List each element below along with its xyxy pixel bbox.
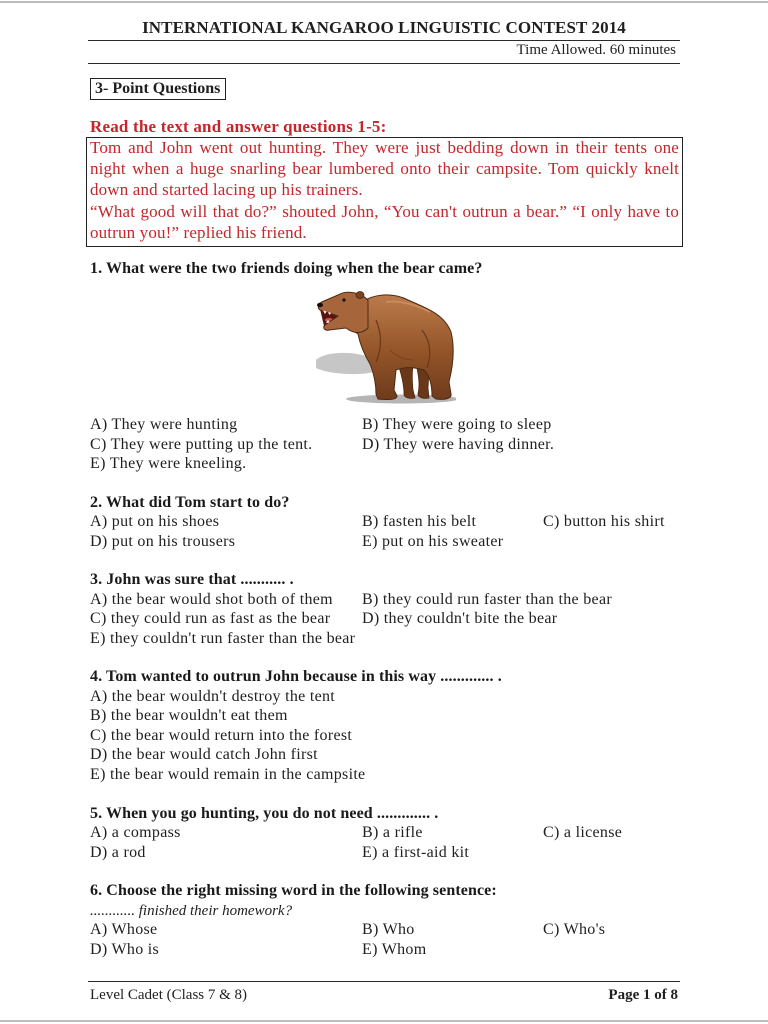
q1-option-a: A) They were hunting bbox=[90, 416, 238, 433]
section-label-box bbox=[90, 78, 226, 100]
q1-option-d: D) They were having dinner. bbox=[362, 436, 555, 453]
q5-option-a: A) a compass bbox=[90, 824, 181, 841]
q2-option-e: E) put on his sweater bbox=[362, 533, 504, 550]
q6-option-e: E) Whom bbox=[362, 941, 427, 958]
q3-option-a: A) the bear would shot both of them bbox=[90, 591, 333, 608]
q4-option-c: C) the bear would return into the forest bbox=[90, 727, 353, 744]
q4-option-b: B) the bear wouldn't eat them bbox=[90, 707, 288, 724]
time-allowed: Time Allowed. 60 minutes bbox=[516, 42, 676, 58]
q4-option-a: A) the bear wouldn't destroy the tent bbox=[90, 688, 336, 705]
question-4-prompt: 4. Tom wanted to outrun John because in this way ............. . bbox=[90, 668, 502, 685]
footer-rule bbox=[88, 981, 680, 982]
question-6-prompt: 6. Choose the right missing word in the following sentence: bbox=[90, 882, 497, 899]
question-5-prompt: 5. When you go hunting, you do not need ............. . bbox=[90, 805, 439, 822]
page-edge-bottom bbox=[0, 1020, 768, 1022]
q5-option-c: C) a license bbox=[543, 824, 623, 841]
q1-option-e: E) They were kneeling. bbox=[90, 455, 247, 472]
footer-page-number: Page 1 of 8 bbox=[608, 987, 678, 1003]
q2-option-b: B) fasten his belt bbox=[362, 513, 477, 530]
bear-ear bbox=[356, 292, 364, 299]
q3-option-c: C) they could run as fast as the bear bbox=[90, 610, 331, 627]
contest-title: INTERNATIONAL KANGAROO LINGUISTIC CONTEST 2014 bbox=[142, 18, 626, 37]
q6-option-b: B) Who bbox=[362, 921, 415, 938]
q4-option-e: E) the bear would remain in the campsite bbox=[90, 766, 366, 783]
q3-option-e: E) they couldn't run faster than the bear bbox=[90, 630, 356, 647]
question-2-prompt: 2. What did Tom start to do? bbox=[90, 494, 290, 511]
q6-sentence: ............ finished their homework? bbox=[90, 903, 293, 919]
q5-option-b: B) a rifle bbox=[362, 824, 423, 841]
q5-option-d: D) a rod bbox=[90, 844, 146, 861]
q3-option-d: D) they couldn't bite the bear bbox=[362, 610, 558, 627]
passage-line: outrun you!” replied his friend. bbox=[90, 223, 307, 242]
q2-option-d: D) put on his trousers bbox=[90, 533, 236, 550]
q6-option-a: A) Whose bbox=[90, 921, 158, 938]
passage-line: night when a huge snarling bear lumbered onto their campsite. Tom quickly knelt bbox=[90, 159, 679, 178]
reading-passage-box bbox=[86, 137, 683, 247]
passage-line: down and started lacing up his trainers. bbox=[90, 180, 363, 199]
question-3-prompt: 3. John was sure that ........... . bbox=[90, 571, 294, 588]
question-1-prompt: 1. What were the two friends doing when the bear came? bbox=[90, 260, 483, 277]
q3-option-b: B) they could run faster than the bear bbox=[362, 591, 612, 608]
bear-eye bbox=[342, 298, 345, 301]
bear-illustration bbox=[316, 290, 456, 404]
footer-level: Level Cadet (Class 7 & 8) bbox=[90, 987, 248, 1003]
reading-instruction: Read the text and answer questions 1-5: bbox=[90, 117, 387, 136]
q6-option-c: C) Who's bbox=[543, 921, 606, 938]
q5-option-e: E) a first-aid kit bbox=[362, 844, 470, 861]
header-bottom-rule bbox=[88, 63, 680, 64]
q2-option-c: C) button his shirt bbox=[543, 513, 665, 530]
q2-option-a: A) put on his shoes bbox=[90, 513, 220, 530]
passage-line: Tom and John went out hunting. They were just bedding down in their tents one bbox=[90, 138, 679, 157]
q1-option-b: B) They were going to sleep bbox=[362, 416, 552, 433]
q6-option-d: D) Who is bbox=[90, 941, 160, 958]
section-label: 3- Point Questions bbox=[95, 80, 221, 97]
q4-option-d: D) the bear would catch John first bbox=[90, 746, 318, 763]
bear-nose bbox=[317, 303, 323, 307]
q1-option-c: C) They were putting up the tent. bbox=[90, 436, 313, 453]
passage-line: “What good will that do?” shouted John, “You can't outrun a bear.” “I only have to bbox=[90, 202, 679, 221]
bear-far-front-leg bbox=[398, 364, 415, 398]
page-edge-top bbox=[0, 1, 768, 3]
